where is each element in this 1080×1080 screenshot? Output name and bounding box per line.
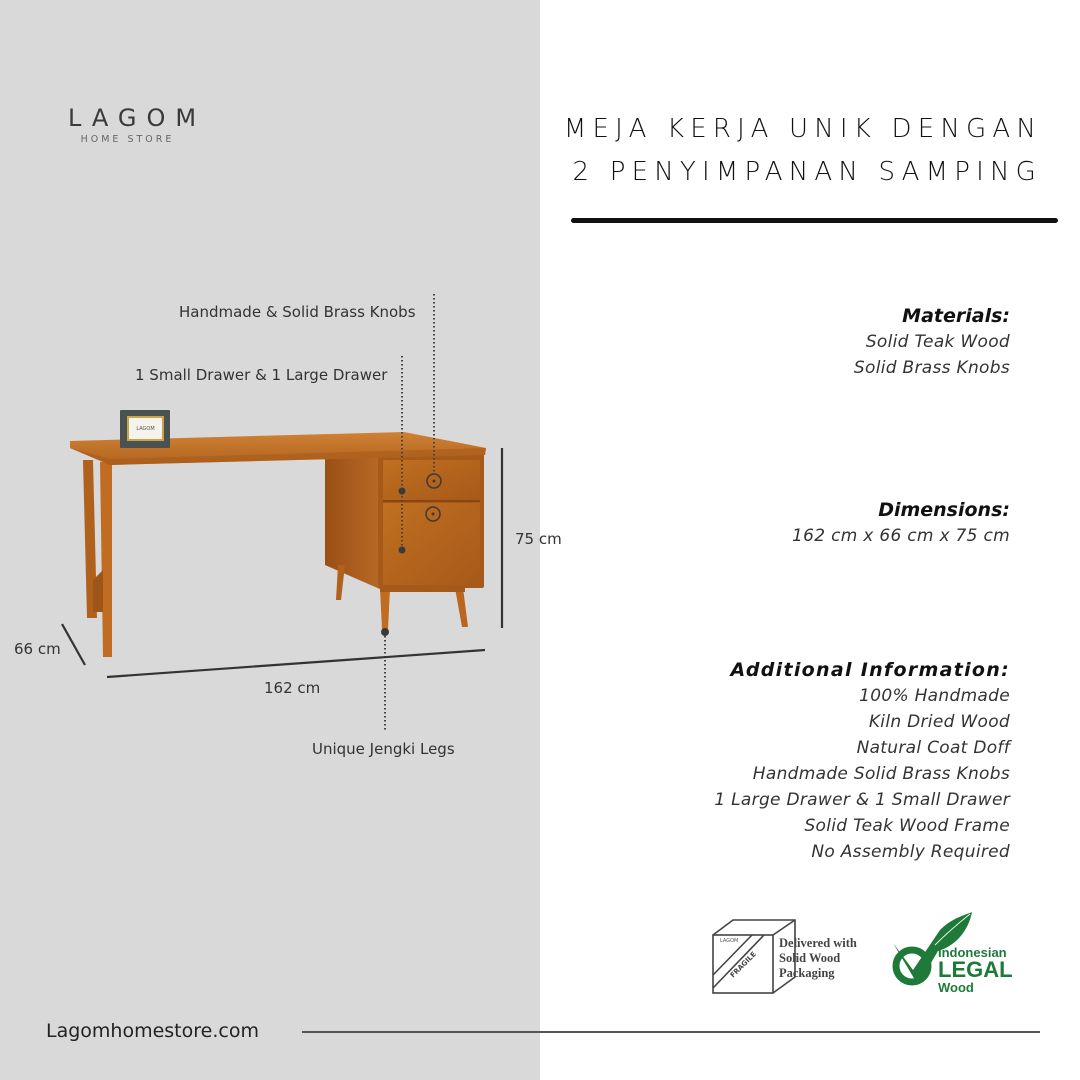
dimension-depth-label: 66 cm: [14, 640, 61, 658]
title-line-2: 2 PENYIMPANAN SAMPING: [572, 157, 1042, 187]
drawer-cabinet: [325, 454, 484, 630]
additional-info-item: Natural Coat Doff: [856, 738, 1010, 758]
dimensions-section: [792, 497, 1010, 549]
additional-info-item: 100% Handmade: [859, 686, 1010, 706]
dimension-height-label: 75 cm: [515, 530, 562, 548]
logo-main-text: LAGOM: [68, 104, 207, 132]
materials-heading: Materials:: [902, 305, 1010, 327]
product-title: [564, 108, 1042, 194]
footer-divider: [302, 1031, 1040, 1033]
additional-info-item: Solid Teak Wood Frame: [804, 816, 1010, 836]
packaging-line-3: Packaging: [779, 966, 835, 980]
callout-jengki-legs: Unique Jengki Legs: [312, 740, 455, 758]
logo-sub-text: HOME STORE: [80, 134, 175, 145]
materials-item: Solid Teak Wood: [865, 332, 1010, 352]
additional-info-heading: Additional Information:: [730, 659, 1010, 681]
callout-drawers: 1 Small Drawer & 1 Large Drawer: [135, 366, 388, 384]
indonesian-legal-wood-badge: [888, 910, 1018, 1000]
desk-left-legs: [83, 460, 112, 657]
callout-brass-knobs: Handmade & Solid Brass Knobs: [179, 303, 416, 321]
legal-wood-text: [938, 946, 1013, 994]
solid-wood-packaging-badge: [710, 915, 870, 1000]
box-brand-text: LAGOM: [720, 938, 739, 944]
additional-info-item: Kiln Dried Wood: [868, 712, 1010, 732]
packaging-line-2: Solid Wood: [779, 951, 841, 965]
packaging-line-1: Delivered with: [779, 936, 857, 950]
title-line-1: MEJA KERJA UNIK DENGAN: [563, 114, 1042, 144]
title-divider: [571, 218, 1058, 223]
dimension-width-label: 162 cm: [264, 679, 321, 697]
additional-info-section: [714, 657, 1010, 865]
packaging-text: [779, 936, 857, 981]
website-link[interactable]: Lagomhomestore.com: [46, 1020, 259, 1042]
dimensions-heading: Dimensions:: [878, 499, 1010, 521]
picture-frame: [120, 410, 170, 448]
additional-info-item: Handmade Solid Brass Knobs: [752, 764, 1010, 784]
dimensions-item: 162 cm x 66 cm x 75 cm: [792, 526, 1010, 546]
materials-section: [854, 303, 1010, 381]
additional-info-item: No Assembly Required: [811, 842, 1010, 862]
additional-info-item: 1 Large Drawer & 1 Small Drawer: [714, 790, 1010, 810]
fragile-text: FRAGILE: [728, 950, 758, 980]
large-drawer: [383, 503, 480, 585]
legal-line-2: LEGAL: [938, 957, 1013, 982]
legal-line-1: Indonesian: [938, 945, 1007, 960]
frame-logo-text: LAGOM: [136, 426, 155, 432]
legal-line-3: Wood: [938, 980, 974, 995]
small-drawer: [383, 460, 480, 500]
materials-item: Solid Brass Knobs: [853, 358, 1010, 378]
